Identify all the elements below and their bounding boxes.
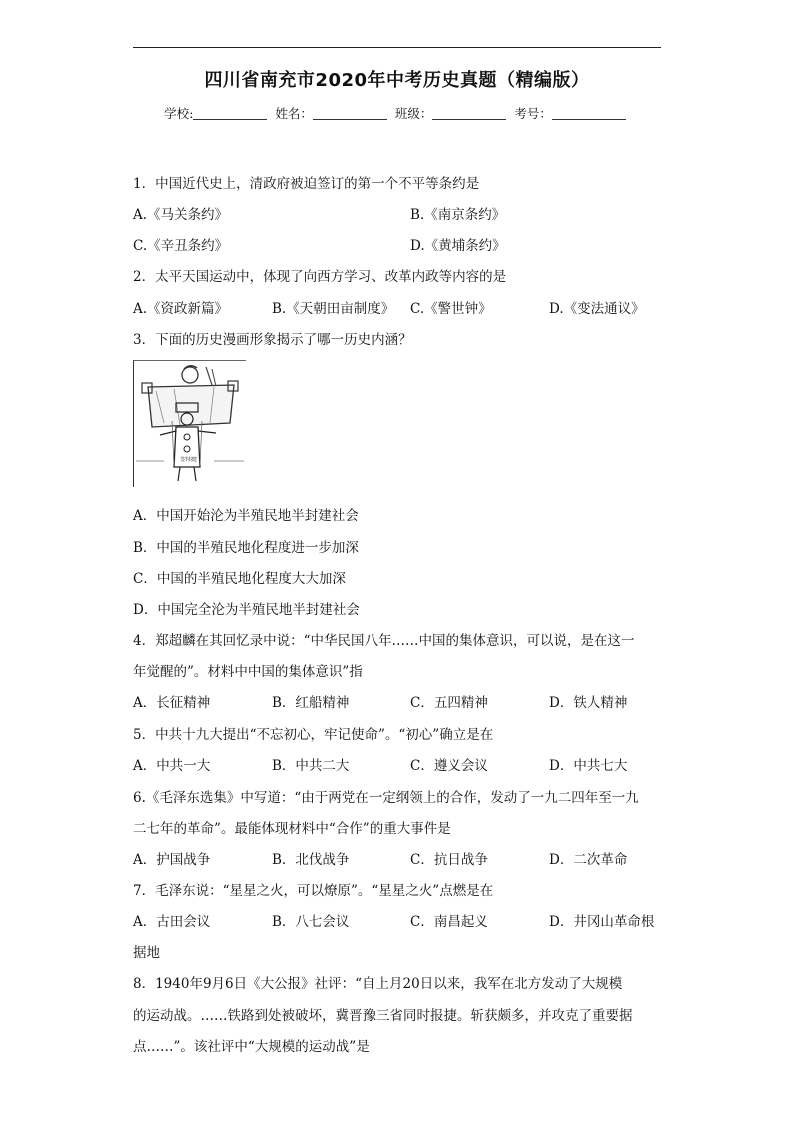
question-7-option-b: B．八七会议: [272, 914, 350, 930]
question-7-option-c: C．南昌起义: [410, 914, 488, 930]
question-4-stem-line-1: 4．郑超麟在其回忆录中说：“中华民国八年……中国的集体意识，可以说，是在这一: [133, 633, 635, 649]
question-6-option-c: C．抗日战争: [410, 852, 488, 868]
question-6-stem-line-1: 6.《毛泽东选集》中写道：“由于两党在一定纲领上的合作，发动了一九二四年至一九: [133, 790, 639, 806]
question-2-option-b: B.《天朝田亩制度》: [272, 301, 395, 317]
question-3-option-c: C．中国的半殖民地化程度大大加深: [133, 571, 346, 587]
question-6-stem-line-2: 二七年的革命”。最能体现材料中“合作”的重大事件是: [133, 821, 451, 837]
cartoon-label-1: 签: [180, 457, 186, 463]
question-7-option-a: A．古田会议: [133, 914, 211, 930]
cartoon-label-4: 建: [192, 457, 198, 463]
question-1-option-c: C.《辛丑条约》: [133, 238, 229, 254]
question-4-option-c: C．五四精神: [410, 695, 488, 711]
question-7-option-d: D．井冈山革命根: [549, 914, 655, 930]
cartoon-label-2: 半: [184, 457, 190, 463]
question-2-stem: 2．太平天国运动中，体现了向西方学习、改革内政等内容的是: [133, 269, 507, 285]
question-4-option-a: A．长征精神: [133, 695, 211, 711]
question-1-option-d: D.《黄埔条约》: [410, 238, 506, 254]
question-1-option-a: A.《马关条约》: [133, 207, 229, 223]
question-6-option-d: D．二次革命: [549, 852, 628, 868]
question-5-option-a: A．中共一大: [133, 758, 211, 774]
question-5-stem: 5．中共十九大提出“不忘初心，牢记使命”。“初心”确立是在: [133, 727, 494, 743]
question-5-option-d: D．中共七大: [549, 758, 628, 774]
school-label: 学校:: [164, 106, 194, 121]
number-blank[interactable]: [552, 106, 626, 120]
question-3-stem: 3．下面的历史漫画形象揭示了哪一历史内涵？: [133, 332, 412, 348]
question-6-option-a: A．护国战争: [133, 852, 211, 868]
question-8-stem-line-3: 点……”。该社评中“大规模的运动战”是: [133, 1039, 370, 1055]
name-label: 姓名：: [275, 106, 313, 121]
question-3-option-a: A．中国开始沦为半殖民地半封建社会: [133, 508, 359, 524]
question-1-option-b: B.《南京条约》: [410, 207, 506, 223]
page-title: 四川省南充市2020年中考历史真题（精编版）: [204, 70, 590, 91]
question-5-option-c: C．遵义会议: [410, 758, 488, 774]
student-info-row: [0, 104, 794, 122]
history-cartoon-image: [133, 360, 246, 487]
question-7-option-d-continued: 据地: [133, 945, 160, 961]
name-blank[interactable]: [313, 106, 387, 120]
question-2-option-c: C.《警世钟》: [410, 301, 492, 317]
class-blank[interactable]: [432, 106, 506, 120]
question-6-option-b: B．北伐战争: [272, 852, 350, 868]
number-label: 考号：: [514, 106, 552, 121]
school-blank[interactable]: [193, 106, 267, 120]
question-4-option-d: D．铁人精神: [549, 695, 628, 711]
question-7-stem: 7．毛泽东说：“星星之火，可以燎原”。“星星之火”点燃是在: [133, 883, 494, 899]
class-label: 班级：: [394, 106, 433, 121]
question-8-stem-line-2: 的运动战。……铁路到处被破坏，冀晋豫三省同时报捷。斩获颇多，并攻克了重要据: [133, 1008, 633, 1024]
question-1-stem: 1．中国近代史上，清政府被迫签订的第一个不平等条约是: [133, 176, 480, 192]
top-rule: [133, 47, 661, 48]
question-5-option-b: B．中共二大: [272, 758, 350, 774]
question-4-option-b: B．红船精神: [272, 695, 350, 711]
question-2-option-a: A.《资政新篇》: [133, 301, 229, 317]
question-3-option-b: B．中国的半殖民地化程度进一步加深: [133, 540, 359, 556]
question-2-option-d: D.《变法通议》: [549, 301, 645, 317]
cartoon-label-3: 封: [188, 457, 194, 463]
cartoon-drawing: [134, 361, 246, 487]
question-8-stem-line-1: 8．1940年9月6日《大公报》社评：“自上月20日以来，我军在北方发动了大规模: [133, 976, 623, 992]
question-4-stem-line-2: 年觉醒的”。材料中中国的集体意识”指: [133, 664, 363, 680]
question-3-option-d: D．中国完全沦为半殖民地半封建社会: [133, 602, 360, 618]
